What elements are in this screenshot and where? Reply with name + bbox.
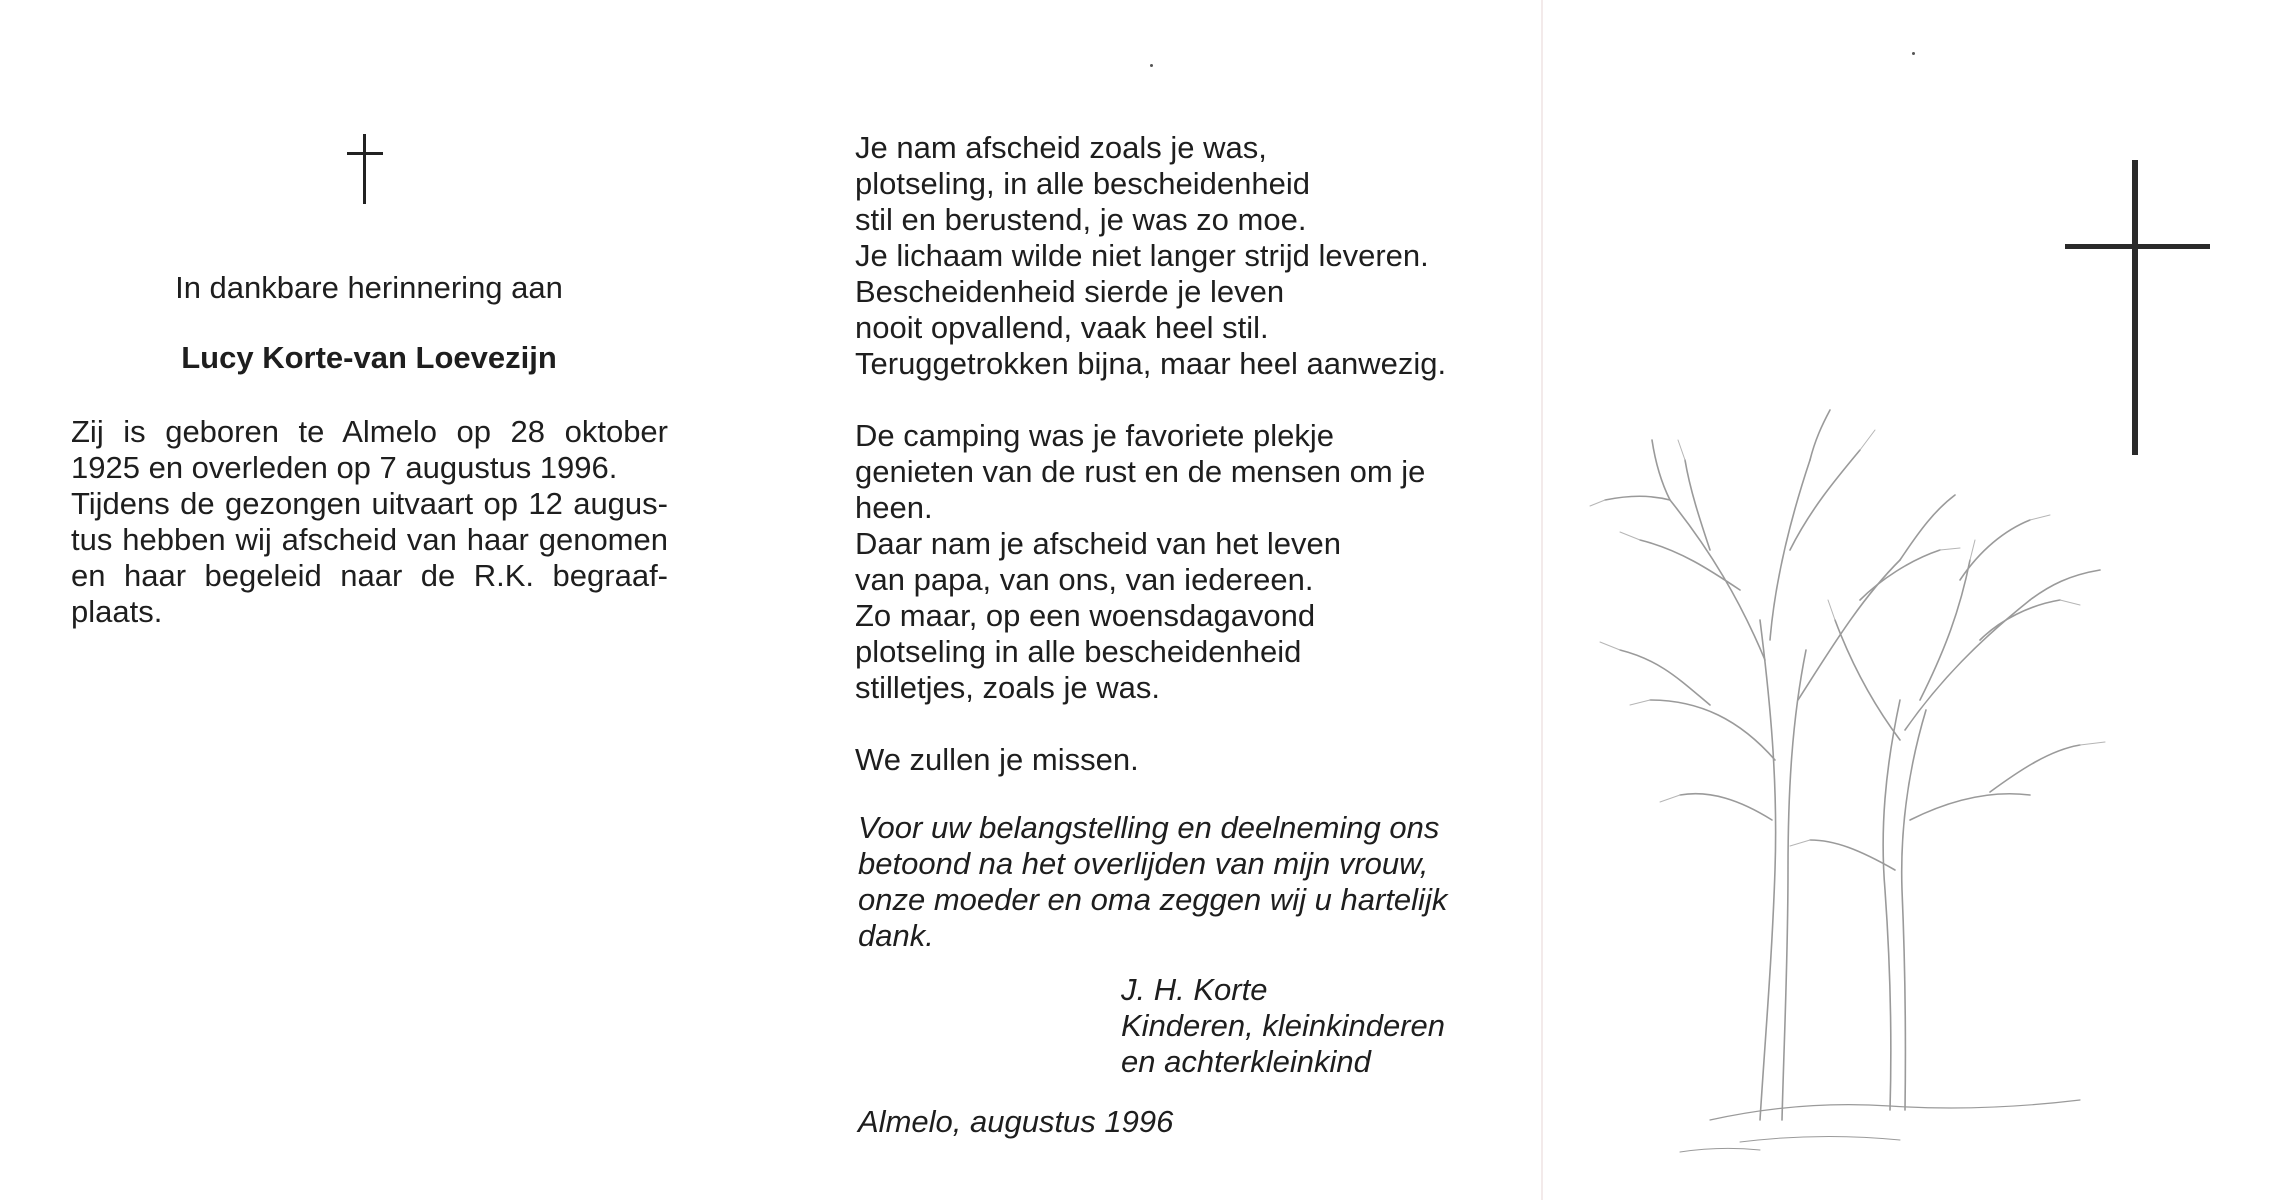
poem bbox=[855, 130, 1446, 778]
signature-line: J. H. Korte bbox=[1121, 972, 1268, 1007]
bio-line: en haar begeleid naar de R.K. begraaf- bbox=[71, 558, 668, 593]
biography-paragraph bbox=[71, 414, 668, 630]
poem-line: plotseling, in alle bescheidenheid bbox=[855, 166, 1310, 201]
bio-line: 1925 en overleden op 7 augustus 1996. bbox=[71, 450, 618, 485]
poem-line: Teruggetrokken bijna, maar heel aanwezig. bbox=[855, 346, 1447, 381]
signature-line: en achterkleinkind bbox=[1121, 1044, 1371, 1079]
poem-stanza-3 bbox=[855, 742, 1446, 778]
poem-line: nooit opvallend, vaak heel stil. bbox=[855, 310, 1269, 345]
thanks-paragraph bbox=[858, 810, 1447, 954]
bio-line: Zij is geboren te Almelo op 28 oktober bbox=[71, 414, 668, 449]
poem-stanza-1 bbox=[855, 130, 1446, 382]
paper-speck bbox=[1150, 64, 1153, 67]
poem-line: van papa, van ons, van iedereen. bbox=[855, 562, 1314, 597]
thanks-line: Voor uw belangstelling en deelneming ons bbox=[858, 810, 1440, 845]
bio-line: plaats. bbox=[71, 594, 163, 629]
poem-line: Daar nam je afscheid van het leven bbox=[855, 526, 1341, 561]
signature-line: Kinderen, kleinkinderen bbox=[1121, 1008, 1445, 1043]
poem-line: We zullen je missen. bbox=[855, 742, 1139, 777]
poem-line: Je nam afscheid zoals je was, bbox=[855, 130, 1267, 165]
deceased-name: Lucy Korte-van Loevezijn bbox=[181, 340, 557, 375]
place-date: Almelo, augustus 1996 bbox=[858, 1104, 1174, 1139]
poem-line: plotseling in alle bescheidenheid bbox=[855, 634, 1302, 669]
poem-line: stilletjes, zoals je was. bbox=[855, 670, 1160, 705]
left-panel bbox=[0, 0, 760, 1200]
poem-line: Je lichaam wilde niet langer strijd leveren. bbox=[855, 238, 1429, 273]
poem-line: genieten van de rust en de mensen om je bbox=[855, 454, 1426, 489]
bio-line: Tijdens de gezongen uitvaart op 12 augus- bbox=[71, 486, 668, 521]
poem-line: De camping was je favoriete plekje bbox=[855, 418, 1335, 453]
small-cross-icon bbox=[345, 134, 385, 204]
poem-line: stil en berustend, je was zo moe. bbox=[855, 202, 1307, 237]
poem-line: Bescheidenheid sierde je leven bbox=[855, 274, 1285, 309]
bare-trees-drawing bbox=[1560, 400, 2180, 1200]
thanks-line: dank. bbox=[858, 918, 934, 953]
poem-line: heen. bbox=[855, 490, 933, 525]
dedication-text: In dankbare herinnering aan bbox=[175, 270, 563, 305]
bio-line: tus hebben wij afscheid van haar genomen bbox=[71, 522, 668, 557]
signature-block bbox=[1121, 972, 1445, 1080]
poem-stanza-2 bbox=[855, 418, 1446, 706]
thanks-line: onze moeder en oma zeggen wij u hartelijk bbox=[858, 882, 1448, 917]
thanks-line: betoond na het overlijden van mijn vrouw, bbox=[858, 846, 1429, 881]
poem-line: Zo maar, op een woensdagavond bbox=[855, 598, 1316, 633]
